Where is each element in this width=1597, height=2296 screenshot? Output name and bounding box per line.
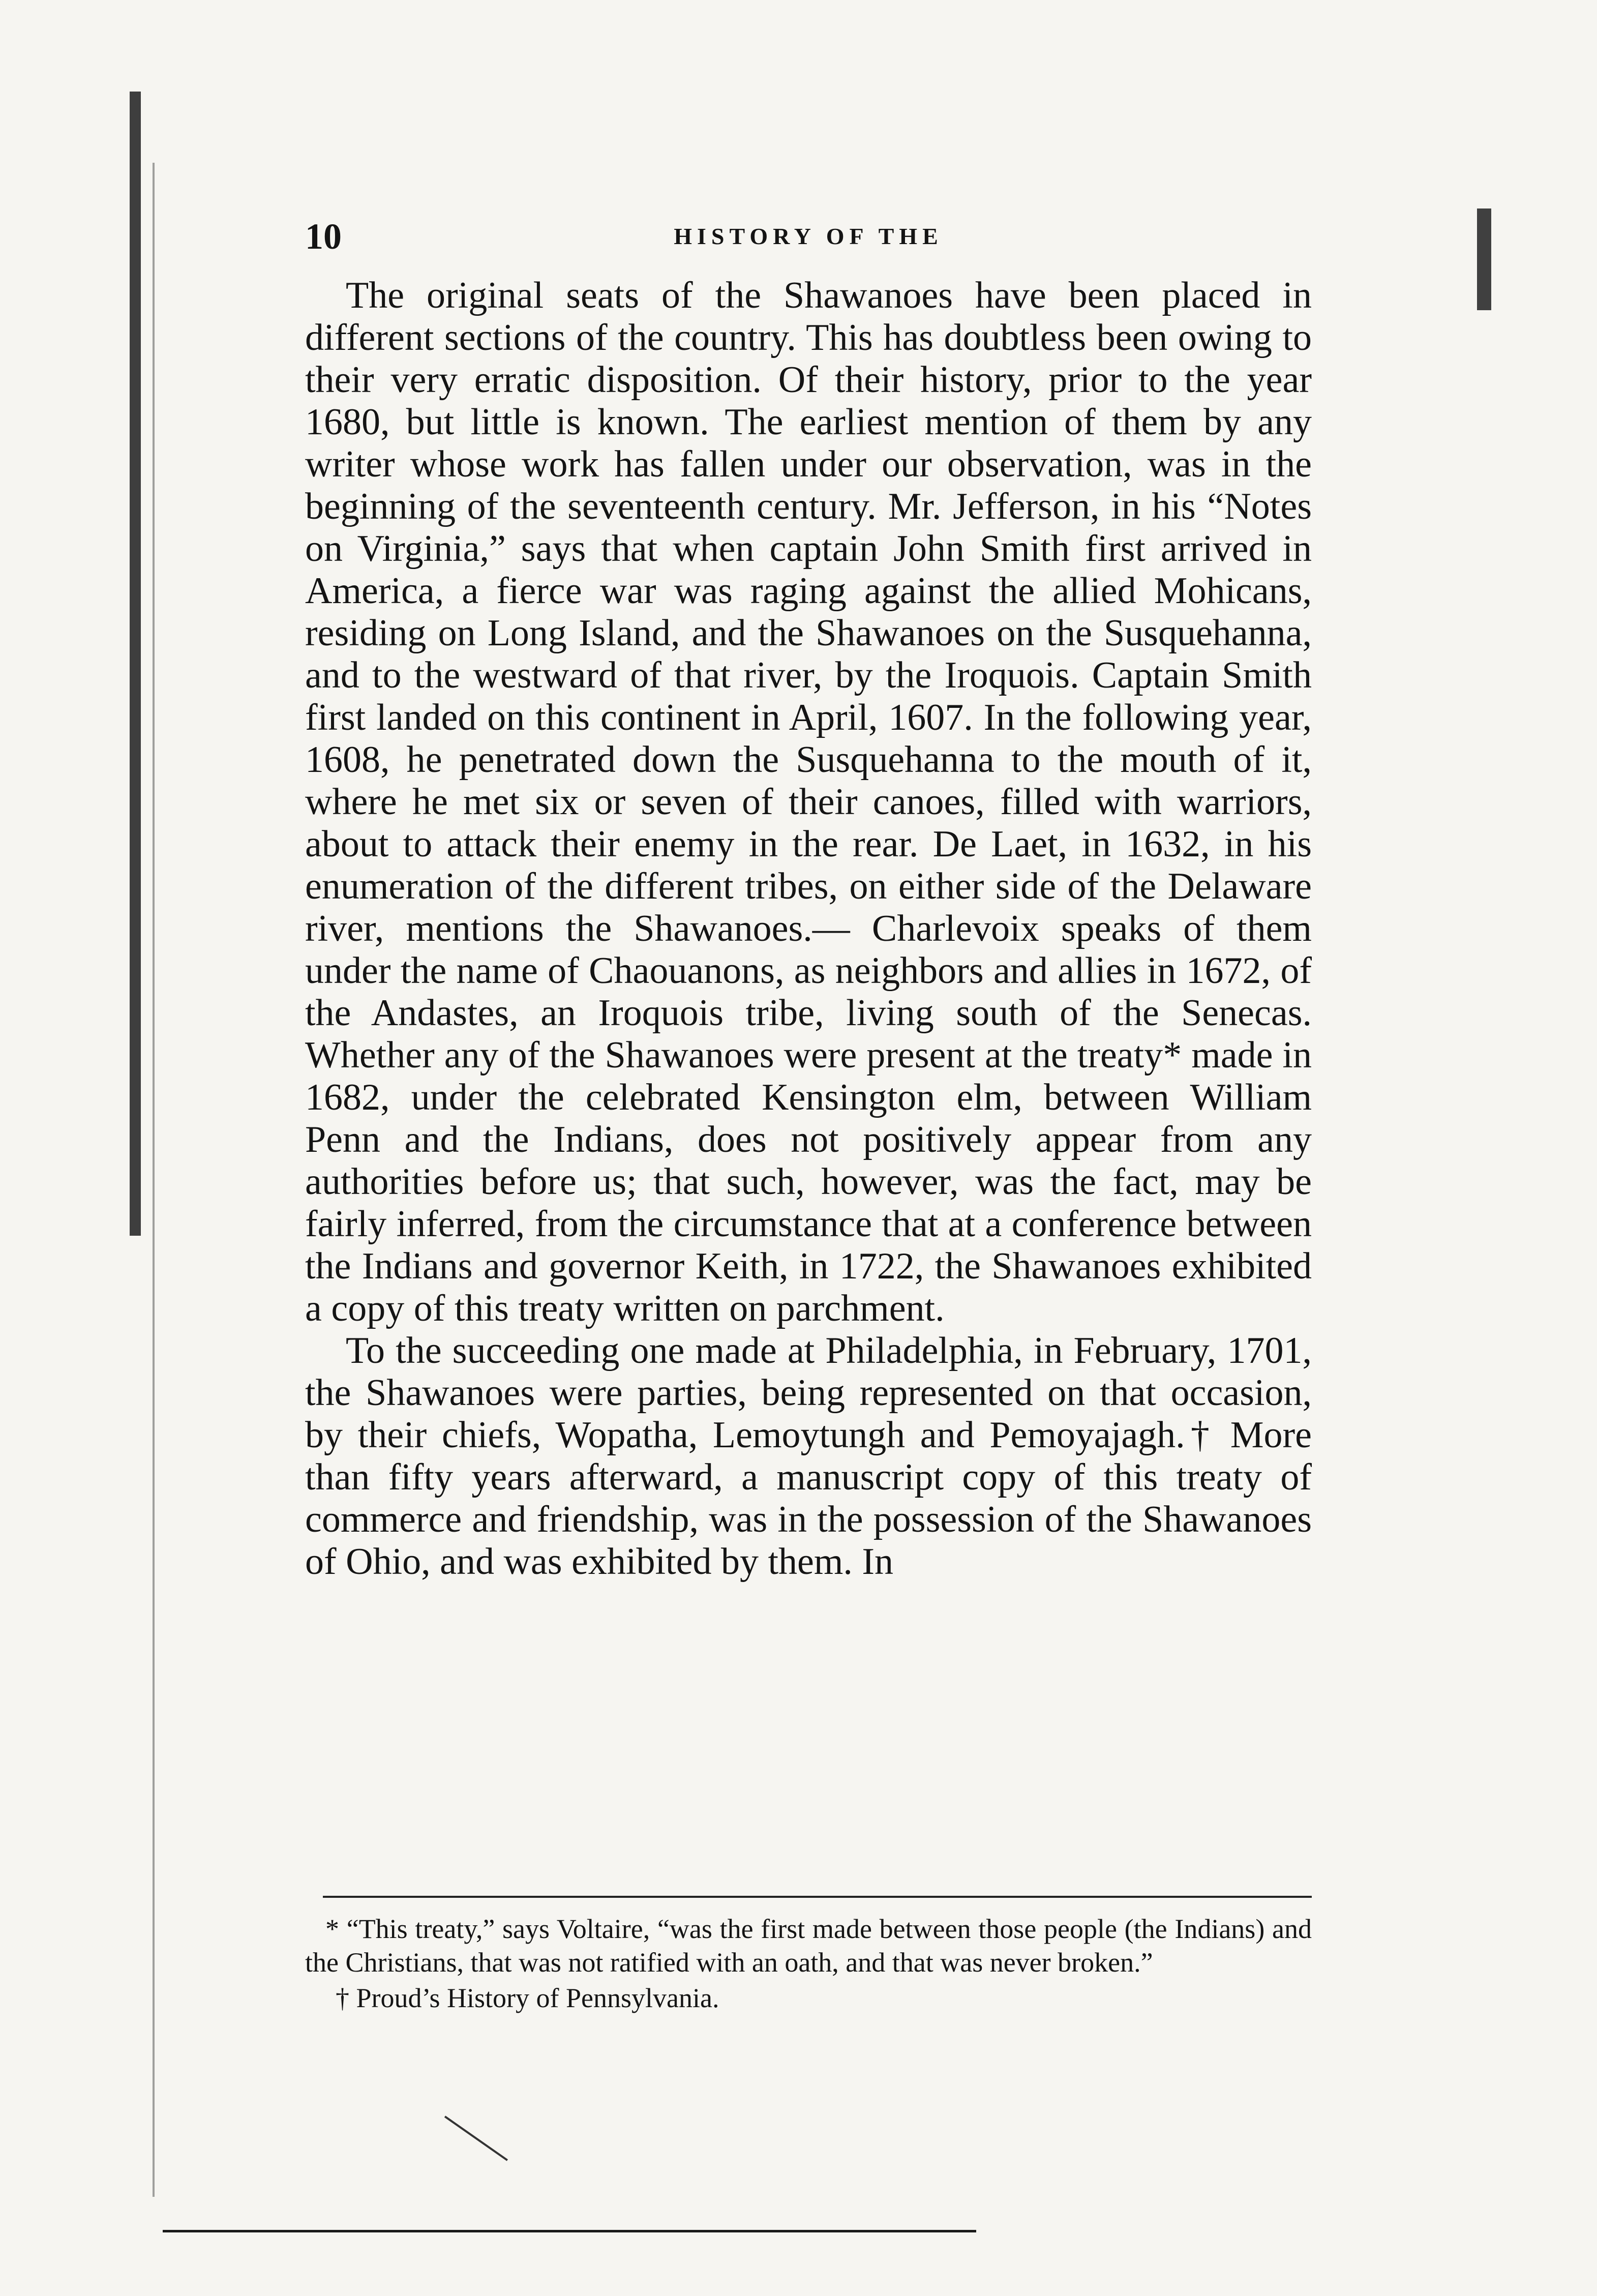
scan-bottom-line: [163, 2230, 976, 2232]
footnote-divider: [323, 1896, 1312, 1898]
scan-edge-line: [153, 163, 155, 2197]
page-number: 10: [305, 216, 342, 257]
footnotes: [305, 1912, 1312, 2015]
paragraph: To the succeeding one made at Philadelphia, in February, 1701, the Shawanoes were parties, being represented on that occasion, by their chiefs, Wopatha, Lemoytungh and Pemoyajagh.† More than fifty years afterward, a manuscript copy of this treaty of commerce and friendship, was in the possession of the Shawanoes of Ohio, and was exhibited by them. In: [305, 1330, 1312, 1583]
body-text: [305, 275, 1312, 1583]
scan-edge-shadow: [130, 92, 141, 1236]
paragraph: The original seats of the Shawanoes have been placed in different sections of the country. This has doubtless been owing to their very erratic disposition. Of their history, prior to the year 1680, but little is known. The earliest mention of them by any writer whose work has fallen under our observation, was in the beginning of the seventeenth century. Mr. Jefferson, in his “Notes on Virginia,” says that when captain John Smith first arrived in America, a fierce war was raging against the allied Mohicans, residing on Long Island, and the Shawanoes on the Susquehanna, and to the westward of that river, by the Iroquois. Captain Smith first landed on this continent in April, 1607. In the following year, 1608, he penetrated down the Susquehanna to the mouth of it, where he met six or seven of their canoes, filled with warriors, about to attack their enemy in the rear. De Laet, in 1632, in his enumeration of the different tribes, on either side of the Delaware river, mentions the Shawanoes.— Charlevoix speaks of them under the name of Chaouanons, as neighbors and allies in 1672, of the Andastes, an Iroquois tribe, living south of the Senecas. Whether any of the Shawanoes were present at the treaty* made in 1682, under the celebrated Kensington elm, between William Penn and the Indians, does not positively appear from any authorities before us; that such, however, was the fact, may be fairly inferred, from the circumstance that at a conference between the Indians and governor Keith, in 1722, the Shawanoes exhibited a copy of this treaty written on parchment.: [305, 275, 1312, 1329]
footnote: † Proud’s History of Pennsylvania.: [336, 1983, 719, 2013]
footnote: * “This treaty,” says Voltaire, “was the first made between those people (the Indians) and the Christians, that was not ratified with an oath, and that was never broken.”: [305, 1914, 1312, 1978]
running-head: HISTORY OF THE: [674, 223, 943, 249]
page-header: [305, 216, 1312, 257]
scan-right-artifact: [1477, 208, 1491, 310]
scan-stray-mark: [444, 2115, 508, 2161]
